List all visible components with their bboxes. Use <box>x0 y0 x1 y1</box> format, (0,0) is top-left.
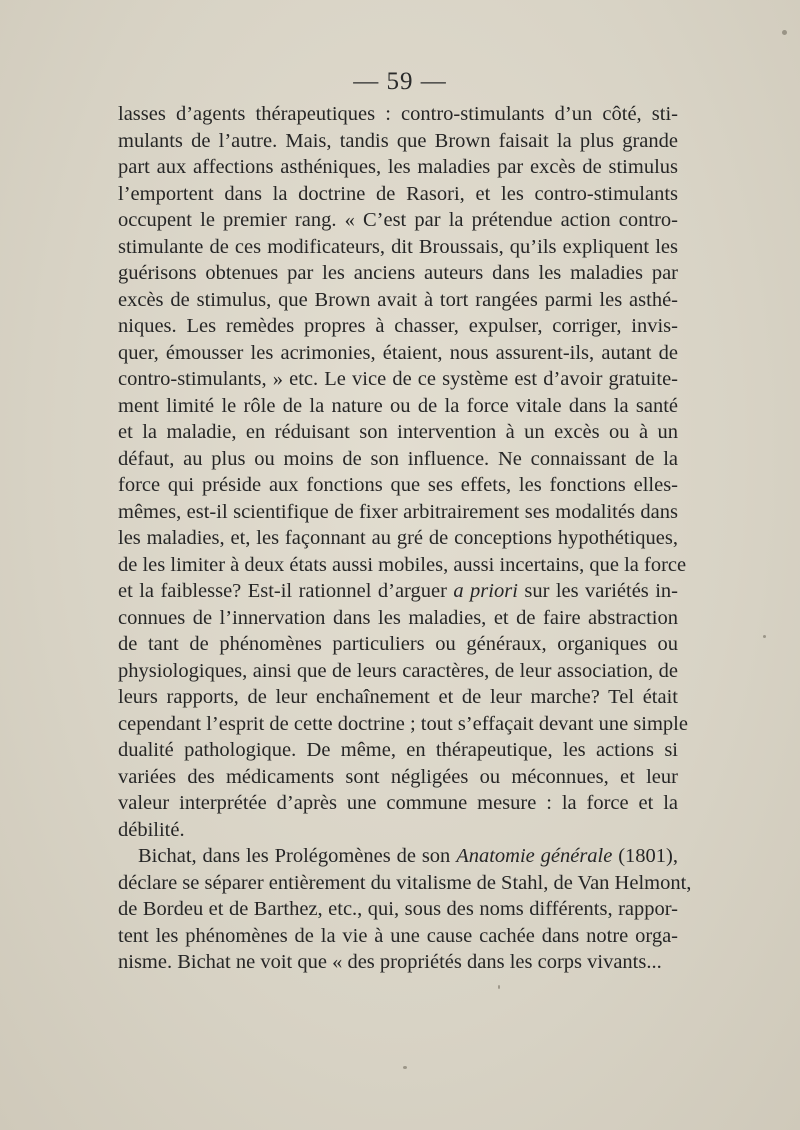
text-line: stimulante de ces modificateurs, dit Broussais, qu’ils expliquent les <box>118 235 678 258</box>
text-line: contro-stimulants, » etc. Le vice de ce système est d’avoir gratuite- <box>118 368 678 390</box>
paper-speck <box>763 635 766 638</box>
text-line: connues de l’innervation dans les maladies, et de faire abstraction <box>118 606 678 629</box>
text-line: part aux affections asthéniques, les maladies par excès de stimulus <box>118 156 678 178</box>
paper-speck <box>403 1066 407 1069</box>
paper-speck <box>782 30 787 35</box>
text-line: de Bordeu et de Barthez, etc., qui, sous des noms différents, rappor- <box>118 898 678 920</box>
body-text <box>118 101 692 976</box>
text-line: quer, émousser les acrimonies, étaient, nous assurent-ils, autant de <box>118 341 678 364</box>
paper-speck <box>498 985 500 989</box>
text-line: de tant de phénomènes particuliers ou généraux, organiques ou <box>118 633 678 655</box>
text-line: tent les phénomènes de la vie à une cause cachée dans notre orga- <box>118 924 678 947</box>
text-line: lasses d’agents thérapeutiques : contro-stimulants d’un côté, sti- <box>118 103 678 125</box>
text-line-anatomie <box>118 843 678 870</box>
text-line: débilité. <box>118 818 185 841</box>
text-segment: (1801), <box>612 845 678 867</box>
text-line: force qui préside aux fonctions que ses effets, les fonctions elles- <box>118 474 678 496</box>
text-line: défaut, au plus ou moins de son influence. Ne connaissant de la <box>118 447 678 470</box>
text-line: déclare se séparer entièrement du vitalisme de Stahl, de Van Helmont, <box>118 871 692 894</box>
text-line: mêmes, est-il scientifique de fixer arbitrairement ses modalités dans <box>118 500 678 523</box>
text-line: de les limiter à deux états aussi mobiles, aussi incertains, que la force <box>118 553 687 576</box>
text-segment: et la faiblesse? Est-il rationnel d’arguer <box>118 580 447 602</box>
text-line: les maladies, et, les façonnant au gré de conceptions hypothétiques, <box>118 527 678 549</box>
text-line: leurs rapports, de leur enchaînement et de leur marche? Tel était <box>118 686 678 708</box>
text-line-a-priori <box>118 578 678 605</box>
text-line: excès de stimulus, que Brown avait à tort rangées parmi les asthé- <box>118 288 678 311</box>
page-number: — 59 — <box>353 68 447 95</box>
text-line: dualité pathologique. De même, en thérapeutique, les actions si <box>118 739 678 761</box>
text-line: physiologiques, ainsi que de leurs caractères, de leur association, de <box>118 659 678 682</box>
text-line: variées des médicaments sont négligées ou méconnues, et leur <box>118 765 678 788</box>
text-line: ment limité le rôle de la nature ou de la force vitale dans la santé <box>118 394 678 417</box>
text-line: cependant l’esprit de cette doctrine ; tout s’effaçait devant une simple <box>118 712 688 735</box>
text-line: occupent le premier rang. « C’est par la prétendue action contro- <box>118 209 678 231</box>
text-line: valeur interprétée d’après une commune mesure : la force et la <box>118 792 678 814</box>
text-segment: Bichat, dans les Prolégomènes de son <box>138 845 451 867</box>
text-line: guérisons obtenues par les anciens auteurs dans les maladies par <box>118 262 678 284</box>
text-line: l’emportent dans la doctrine de Rasori, et les contro-stimulants <box>118 182 678 205</box>
text-line: nisme. Bichat ne voit que « des propriétés dans les corps vivants... <box>118 951 662 973</box>
text-line: mulants de l’autre. Mais, tandis que Brown faisait la plus grande <box>118 129 678 152</box>
italic-term: a priori <box>453 580 518 602</box>
text-line: niques. Les remèdes propres à chasser, expulser, corriger, invis- <box>118 315 678 337</box>
italic-title: Anatomie générale <box>456 845 613 867</box>
text-line: et la maladie, en réduisant son intervention à un excès ou à un <box>118 421 678 443</box>
text-segment: sur les variétés in- <box>517 580 678 602</box>
